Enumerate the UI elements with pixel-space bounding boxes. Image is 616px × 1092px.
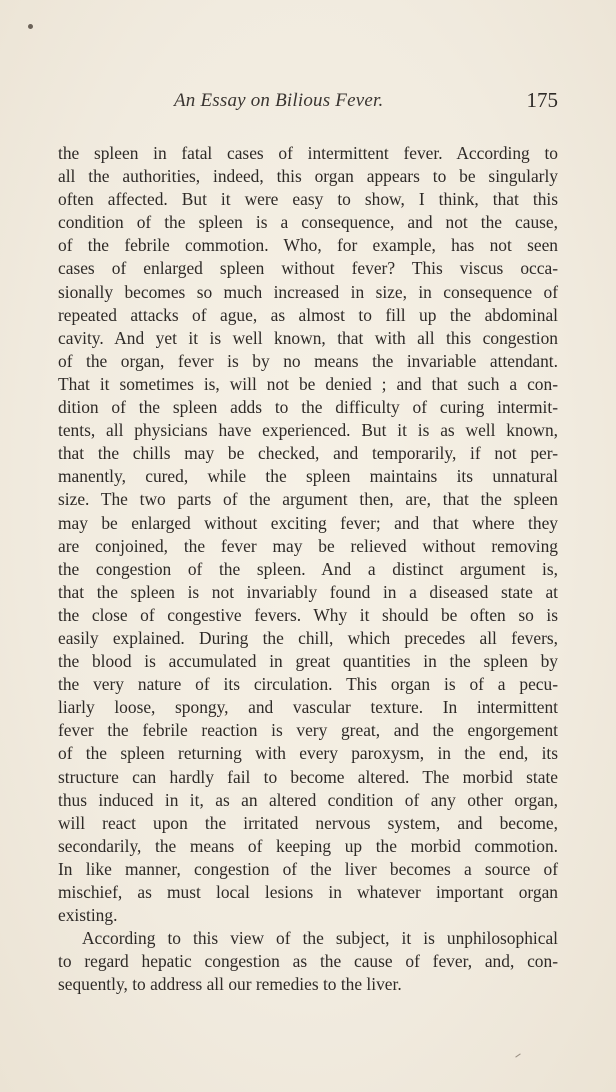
text-line: sionally becomes so much increased in size, in consequence of: [58, 281, 558, 302]
text-line: In like manner, congestion of the liver becomes a source of: [58, 858, 558, 879]
paragraph-end-line: existing.: [58, 905, 118, 926]
text-line: condition of the spleen is a consequence, and not the cause,: [58, 212, 558, 233]
text-line: cavity. And yet it is well known, that with all this congestion: [58, 327, 558, 348]
text-line: mischief, as must local lesions in whatever important organ: [58, 882, 558, 902]
text-line: manently, cured, while the spleen maintains its unnatural: [58, 466, 558, 487]
page-number: 175: [526, 88, 558, 112]
text-line: the very nature of its circulation. This organ is of a pecu-: [58, 674, 558, 695]
text-line: secondarily, the means of keeping up the morbid commotion.: [58, 835, 558, 856]
running-title: An Essay on Bilious Fever.: [174, 90, 384, 111]
text-line: cases of enlarged spleen without fever? This viscus occa-: [58, 258, 558, 279]
text-line: thus induced in it, as an altered condition of any other organ,: [58, 789, 558, 810]
page-header: [60, 90, 560, 120]
text-line: the blood is accumulated in great quantities in the spleen by: [58, 651, 558, 672]
ink-spot: [28, 24, 33, 29]
text-line: of the febrile commotion. Who, for example, has not seen: [58, 235, 558, 256]
text-line: tents, all physicians have experienced. But it is as well known,: [58, 420, 558, 441]
text-line: to regard hepatic congestion as the cause of fever, and, con-: [58, 951, 558, 972]
text-line: may be enlarged without exciting fever; and that where they: [58, 512, 558, 533]
text-line: all the authorities, indeed, this organ appears to be singularly: [58, 166, 558, 187]
text-line: the spleen in fatal cases of intermittent fever. According to: [58, 143, 558, 163]
text-line: structure can hardly fail to become altered. The morbid state: [58, 766, 558, 787]
text-line: That it sometimes is, will not be denied ; and that such a con-: [58, 373, 558, 394]
paragraph-end-line: sequently, to address all our remedies to the liver.: [58, 974, 402, 995]
text-line: repeated attacks of ague, as almost to fill up the abdominal: [58, 304, 558, 325]
pencil-mark: [515, 1053, 520, 1057]
text-line: fever the febrile reaction is very great, and the engorgement: [58, 720, 558, 741]
text-line: the close of congestive fevers. Why it should be often so is: [58, 604, 558, 625]
text-line: of the organ, fever is by no means the invariable attendant.: [58, 350, 558, 371]
paragraph-start-line: According to this view of the subject, it is unphilosophical: [82, 928, 558, 949]
text-line: size. The two parts of the argument then, are, that the spleen: [58, 489, 558, 510]
text-line: of the spleen returning with every paroxysm, in the end, its: [58, 743, 558, 764]
text-line: liarly loose, spongy, and vascular texture. In intermittent: [58, 697, 558, 718]
text-line: easily explained. During the chill, which precedes all fevers,: [58, 627, 558, 648]
body-text: [58, 142, 558, 996]
text-line: are conjoined, the fever may be relieved without removing: [58, 535, 558, 556]
text-line: that the spleen is not invariably found in a diseased state at: [58, 581, 558, 602]
text-line: often affected. But it were easy to show, I think, that this: [58, 189, 558, 210]
text-line: dition of the spleen adds to the difficulty of curing intermit-: [58, 397, 558, 418]
text-line: will react upon the irritated nervous system, and become,: [58, 812, 558, 833]
text-line: the congestion of the spleen. And a distinct argument is,: [58, 558, 558, 579]
text-line: that the chills may be checked, and temporarily, if not per-: [58, 443, 558, 464]
